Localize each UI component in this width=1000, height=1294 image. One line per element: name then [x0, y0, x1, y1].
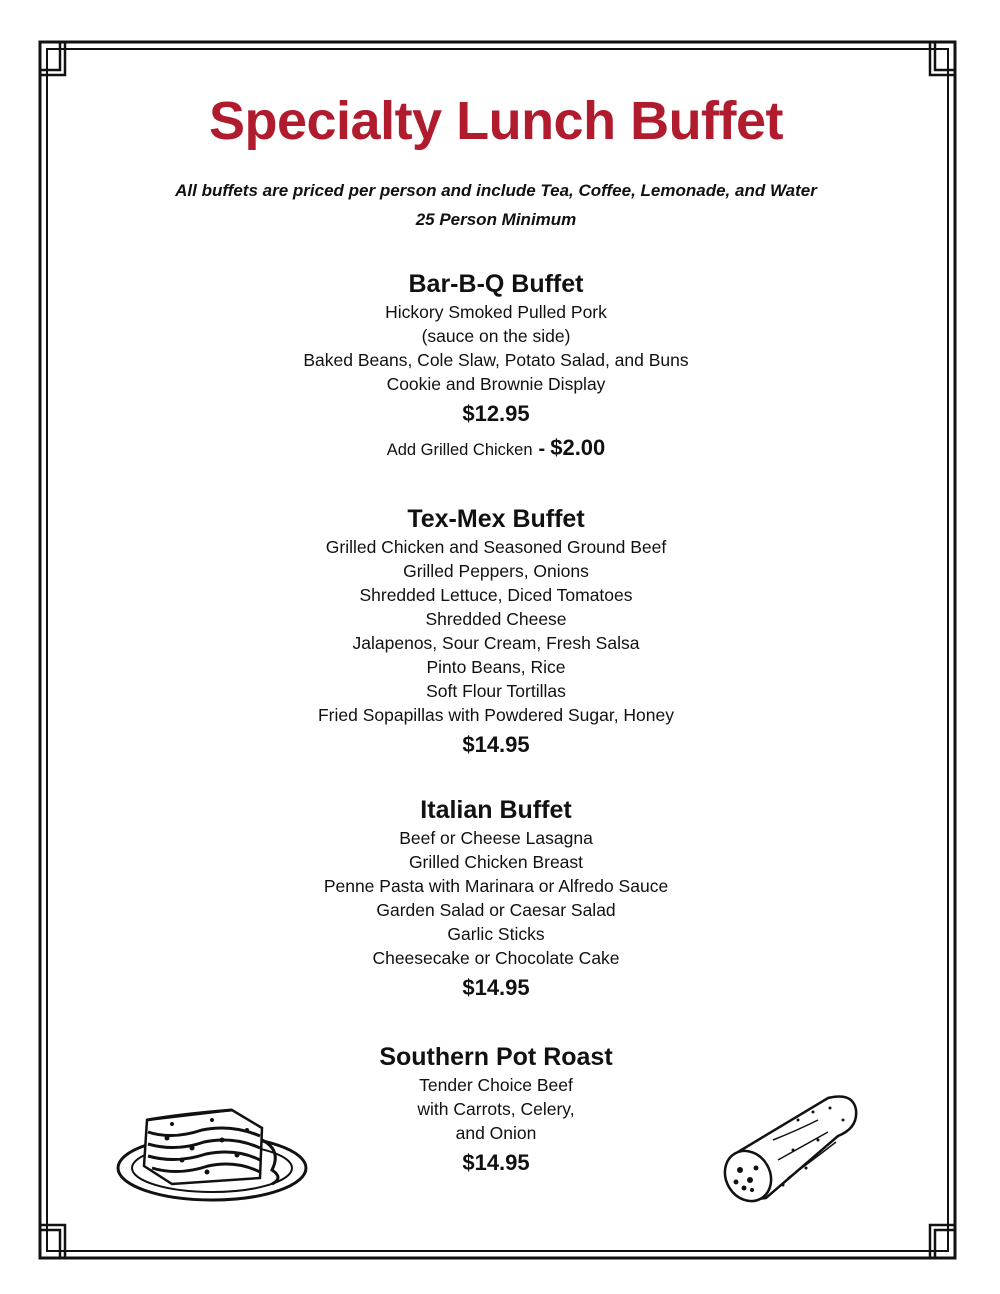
- pricing-note: All buffets are priced per person and include Tea, Coffee, Lemonade, and Water: [175, 181, 817, 200]
- section-heading: Southern Pot Roast: [379, 1043, 613, 1071]
- addon-separator: -: [538, 438, 546, 460]
- section-price: $14.95: [462, 1150, 530, 1175]
- menu-item: Shredded Cheese: [425, 609, 567, 629]
- section-heading: Tex-Mex Buffet: [407, 505, 585, 533]
- menu-item: Garden Salad or Caesar Salad: [376, 900, 616, 920]
- menu-item: Fried Sopapillas with Powdered Sugar, Honey: [317, 705, 675, 725]
- bbq-buffet-section: [100, 268, 892, 468]
- menu-item: Grilled Chicken Breast: [408, 852, 584, 872]
- addon-label: Add Grilled Chicken: [386, 441, 533, 459]
- italian-buffet-section: [100, 794, 892, 1004]
- menu-item: Garlic Sticks: [447, 924, 545, 944]
- menu-item: (sauce on the side): [421, 326, 571, 346]
- menu-item: Penne Pasta with Marinara or Alfredo Sauce: [323, 876, 669, 896]
- menu-item: Cookie and Brownie Display: [386, 374, 606, 394]
- lasagna-plate-icon: [112, 1100, 312, 1205]
- minimum-note: 25 Person Minimum: [415, 210, 577, 229]
- section-price: $14.95: [462, 732, 530, 757]
- section-price: $14.95: [462, 975, 530, 1000]
- menu-item: Soft Flour Tortillas: [426, 681, 566, 701]
- section-price: $12.95: [462, 401, 530, 426]
- menu-item: and Onion: [455, 1123, 537, 1143]
- page-title: Specialty Lunch Buffet: [208, 91, 784, 151]
- menu-item: Cheesecake or Chocolate Cake: [372, 948, 620, 968]
- menu-item: Tender Choice Beef: [419, 1075, 573, 1095]
- menu-item: Jalapenos, Sour Cream, Fresh Salsa: [352, 633, 640, 653]
- menu-item: Grilled Peppers, Onions: [403, 561, 589, 581]
- menu-item: with Carrots, Celery,: [417, 1099, 575, 1119]
- section-heading: Bar-B-Q Buffet: [408, 270, 584, 298]
- section-heading: Italian Buffet: [420, 796, 572, 824]
- addon-line: [100, 430, 892, 468]
- menu-item: Baked Beans, Cole Slaw, Potato Salad, and Buns: [303, 350, 689, 370]
- burrito-icon: [718, 1090, 863, 1205]
- menu-item: Hickory Smoked Pulled Pork: [385, 302, 607, 322]
- menu-item: Beef or Cheese Lasagna: [399, 828, 593, 848]
- menu-item: Pinto Beans, Rice: [426, 657, 566, 677]
- menu-item: Grilled Chicken and Seasoned Ground Beef: [325, 537, 667, 557]
- addon-price: $2.00: [550, 435, 606, 460]
- menu-item: Shredded Lettuce, Diced Tomatoes: [359, 585, 633, 605]
- texmex-buffet-section: [100, 503, 892, 761]
